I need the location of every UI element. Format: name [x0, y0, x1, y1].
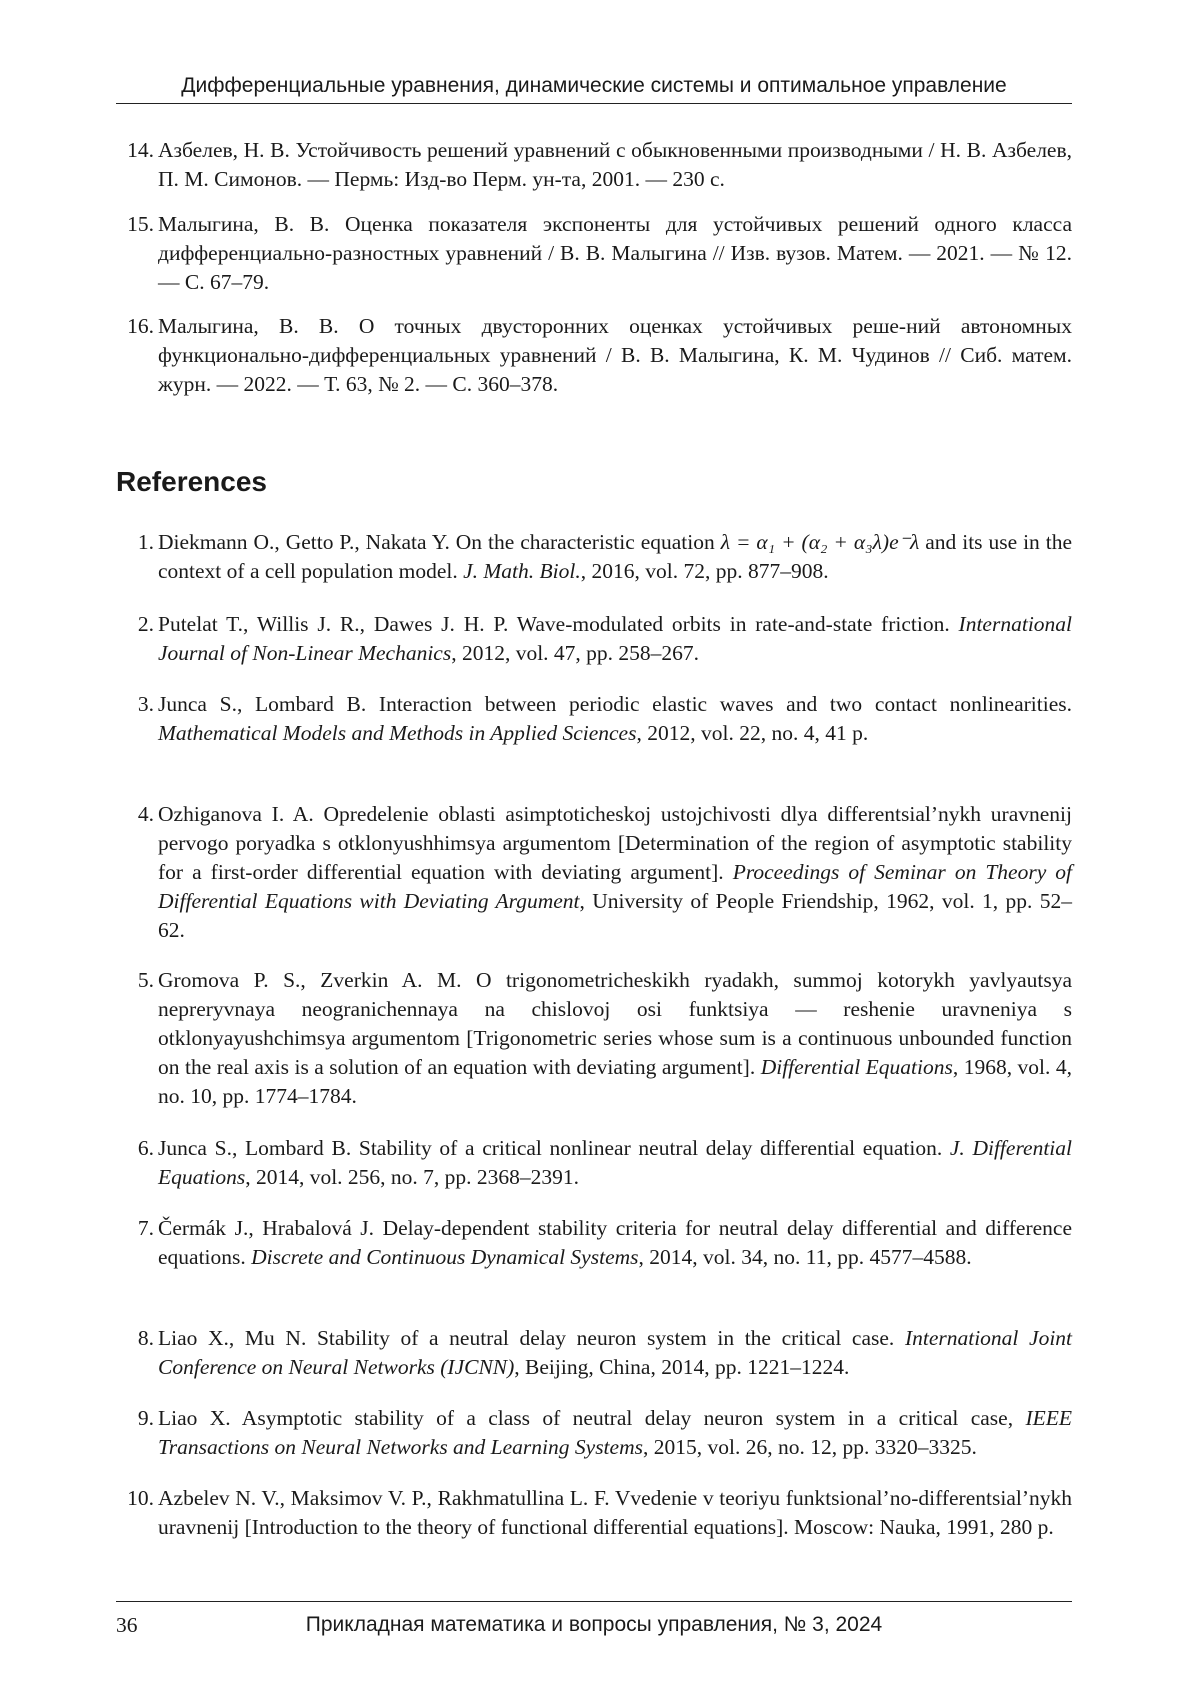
reference-number: 10.	[114, 1484, 154, 1513]
reference-number: 1.	[114, 528, 154, 557]
page-number: 36	[116, 1613, 138, 1638]
reference-number: 4.	[114, 800, 154, 829]
reference-text: Малыгина, В. В. Оценка показателя экспоненты для устойчивых решений одного класса дифференциально-разностных уравнений / В. В. Малыгина // Изв. вузов. Матем. — 2021. — № 12. — С. 67–79.	[158, 210, 1072, 297]
reference-text: Diekmann O., Getto P., Nakata Y. On the characteristic equation λ = α₁ + (α₂ + α₃λ)e⁻λ and its use in the context of a cell population model. J. Math. Biol., 2016, vol. 72, pp. 877–908.	[158, 528, 1072, 586]
reference-item	[116, 800, 1072, 945]
journal-title: International Journal of Non-Linear Mechanics	[158, 612, 1072, 665]
reference-item	[116, 966, 1072, 1111]
reference-item	[116, 312, 1072, 399]
reference-number: 9.	[114, 1404, 154, 1433]
references-heading: References	[116, 466, 267, 498]
running-header: Дифференциальные уравнения, динамические системы и оптимальное управление	[116, 74, 1072, 98]
reference-item	[116, 1214, 1072, 1272]
journal-footer: Прикладная математика и вопросы управления, № 3, 2024	[116, 1613, 1072, 1637]
reference-number: 3.	[114, 690, 154, 719]
header-rule	[116, 103, 1072, 104]
journal-title: International Joint Conference on Neural Networks (IJCNN)	[158, 1326, 1072, 1379]
reference-item	[116, 1404, 1072, 1462]
reference-item	[116, 136, 1072, 194]
reference-text: Liao X. Asymptotic stability of a class of neutral delay neuron system in a critical case, IEEE Transactions on Neural Networks and Learning Systems, 2015, vol. 26, no. 12, pp. 3320–3325.	[158, 1404, 1072, 1462]
reference-text: Junca S., Lombard B. Stability of a critical nonlinear neutral delay differential equation. J. Differential Equations, 2014, vol. 256, no. 7, pp. 2368–2391.	[158, 1134, 1072, 1192]
reference-item	[116, 690, 1072, 748]
journal-title: Proceedings of Seminar on Theory of Differential Equations with Deviating Argument	[158, 860, 1072, 913]
reference-number: 14.	[114, 136, 154, 165]
reference-text: Gromova P. S., Zverkin A. M. O trigonometricheskikh ryadakh, summoj kotorykh yavlyautsya nepreryvnaya neogranichennaya na chislovoj osi funktsiya — reshenie uravneniya s otklonyayushchimsya argumentom [Trigonometric series whose sum is a continuous unbounded function on the real axis is a solution of an equation with deviating argument]. Differential Equations, 1968, vol. 4, no. 10, pp. 1774–1784.	[158, 966, 1072, 1111]
reference-number: 2.	[114, 610, 154, 639]
journal-title: IEEE Transactions on Neural Networks and Learning Systems	[158, 1406, 1072, 1459]
reference-item	[116, 528, 1072, 586]
footer-rule	[116, 1601, 1072, 1602]
reference-item	[116, 1134, 1072, 1192]
journal-title: Discrete and Continuous Dynamical Systems	[251, 1245, 638, 1269]
journal-title: Differential Equations	[761, 1055, 953, 1079]
reference-item	[116, 210, 1072, 297]
reference-number: 8.	[114, 1324, 154, 1353]
reference-item	[116, 1324, 1072, 1382]
reference-text: Junca S., Lombard B. Interaction between periodic elastic waves and two contact nonlinearities. Mathematical Models and Methods in Applied Sciences, 2012, vol. 22, no. 4, 41 p.	[158, 690, 1072, 748]
journal-title: Mathematical Models and Methods in Applied Sciences	[158, 721, 636, 745]
reference-item	[116, 1484, 1072, 1542]
reference-number: 7.	[114, 1214, 154, 1243]
journal-title: J. Differential Equations	[158, 1136, 1072, 1189]
reference-number: 6.	[114, 1134, 154, 1163]
reference-text: Azbelev N. V., Maksimov V. P., Rakhmatullina L. F. Vvedenie v teoriyu funktsional’no-differentsial’nykh uravnenij [Introduction to the theory of functional differential equations]. Moscow: Nauka, 1991, 280 p.	[158, 1484, 1072, 1542]
reference-number: 5.	[114, 966, 154, 995]
journal-title: J. Math. Biol.	[463, 559, 581, 583]
reference-text: Малыгина, В. В. О точных двусторонних оценках устойчивых реше-ний автономных функционально-дифференциальных уравнений / В. В. Малыгина, К. М. Чудинов // Сиб. матем. журн. — 2022. — Т. 63, № 2. — С. 360–378.	[158, 312, 1072, 399]
reference-item	[116, 610, 1072, 668]
reference-number: 16.	[114, 312, 154, 341]
reference-number: 15.	[114, 210, 154, 239]
reference-text: Liao X., Mu N. Stability of a neutral delay neuron system in the critical case. International Joint Conference on Neural Networks (IJCNN), Beijing, China, 2014, pp. 1221–1224.	[158, 1324, 1072, 1382]
equation: λ = α₁ + (α₂ + α₃λ)e⁻λ	[721, 530, 920, 554]
reference-text: Putelat T., Willis J. R., Dawes J. H. P. Wave-modulated orbits in rate-and-state friction. International Journal of Non-Linear Mechanics, 2012, vol. 47, pp. 258–267.	[158, 610, 1072, 668]
reference-text: Ozhiganova I. A. Opredelenie oblasti asimptoticheskoj ustojchivosti dlya differentsial’nykh uravnenij pervogo poryadka s otklonyushhimsya argumentom [Determination of the region of asymptotic stability for a first-order differential equation with deviating argument]. Proceedings of Seminar on Theory of Differential Equations with Deviating Argument, University of People Friendship, 1962, vol. 1, pp. 52–62.	[158, 800, 1072, 945]
reference-text: Азбелев, Н. В. Устойчивость решений уравнений с обыкновенными производными / Н. В. Азбелев, П. М. Симонов. — Пермь: Изд-во Перм. ун-та, 2001. — 230 с.	[158, 136, 1072, 194]
reference-text: Čermák J., Hrabalová J. Delay-dependent stability criteria for neutral delay differential and difference equations. Discrete and Continuous Dynamical Systems, 2014, vol. 34, no. 11, pp. 4577–4588.	[158, 1214, 1072, 1272]
